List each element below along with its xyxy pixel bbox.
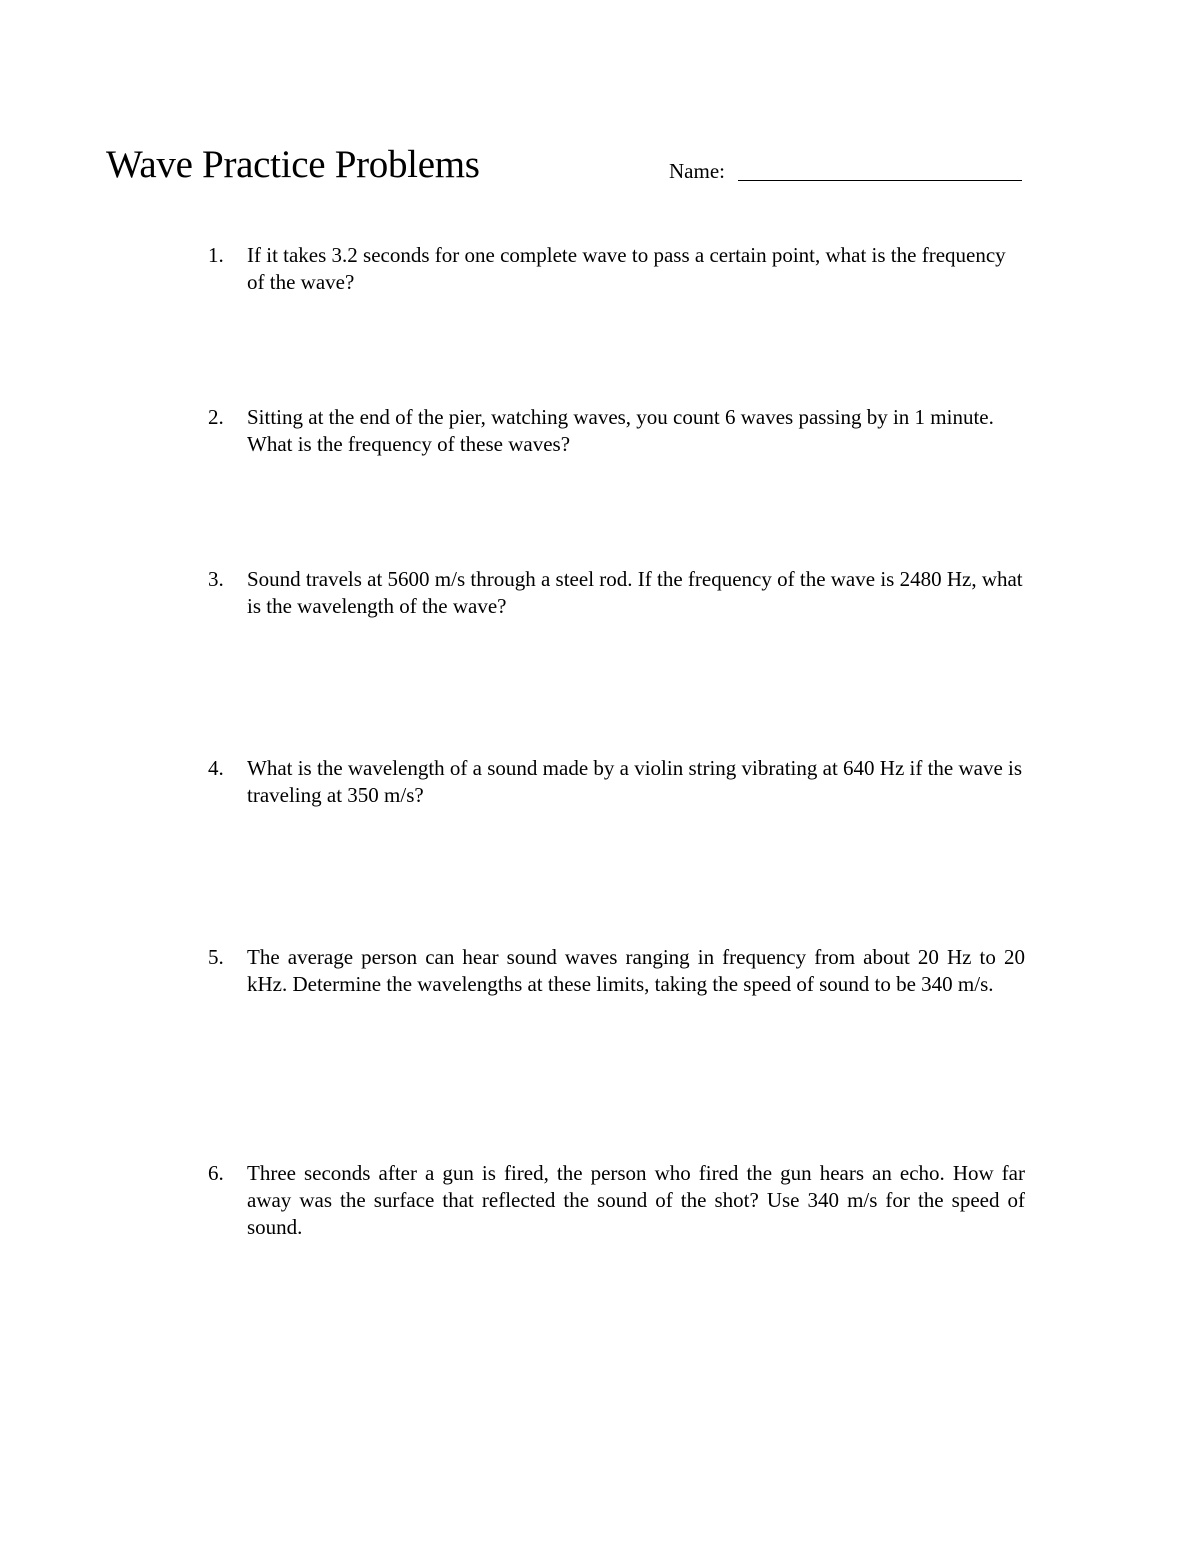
question-number: 1. [208,243,224,267]
question-item [208,755,1026,809]
name-blank-line [738,180,1022,181]
question-item [208,944,1026,998]
page-title: Wave Practice Problems [106,143,480,186]
question-text: If it takes 3.2 seconds for one complete wave to pass a certain point, what is the frequency of the wave? [247,243,1006,294]
question-item [208,566,1026,620]
question-number: 6. [208,1161,224,1185]
question-item [208,1160,1026,1241]
question-item [208,404,1026,458]
question-number: 4. [208,756,224,780]
question-item [208,242,1026,296]
question-number: 3. [208,567,224,591]
question-text: Sitting at the end of the pier, watching waves, you count 6 waves passing by in 1 minute. What is the frequency of these waves? [247,405,994,456]
question-text: Sound travels at 5600 m/s through a steel rod. If the frequency of the wave is 2480 Hz, what is the wavelength of the wave? [247,567,1023,618]
question-text: Three seconds after a gun is fired, the person who fired the gun hears an echo. How far away was the surface that reflected the sound of the shot? Use 340 m/s for the speed of sound. [247,1161,1025,1239]
question-text: The average person can hear sound waves ranging in frequency from about 20 Hz to 20 kHz. Determine the wavelengths at these limits, taking the speed of sound to be 340 m/s. [247,945,1025,996]
question-number: 2. [208,405,224,429]
question-text: What is the wavelength of a sound made by a violin string vibrating at 640 Hz if the wave is traveling at 350 m/s? [247,756,1023,807]
name-label: Name: [669,159,725,183]
question-number: 5. [208,945,224,969]
